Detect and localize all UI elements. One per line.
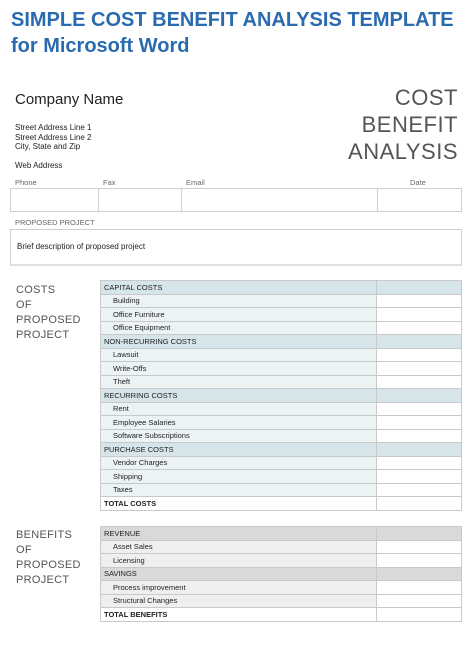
cost-row-label: TOTAL COSTS: [101, 497, 377, 511]
contact-fields-row: [10, 188, 462, 212]
benefits-table: [100, 526, 462, 622]
document-title: SIMPLE COST BENEFIT ANALYSIS TEMPLATE for Microsoft Word: [11, 9, 454, 57]
benefits-label-line-4: PROJECT: [16, 574, 70, 586]
cost-row-item: [101, 483, 462, 497]
cost-row-label: Employee Salaries: [101, 416, 377, 430]
cost-amount-cell[interactable]: [377, 443, 462, 457]
cost-row-item: [101, 402, 462, 416]
benefit-row-label: Structural Changes: [101, 594, 377, 608]
cost-row-item: [101, 429, 462, 443]
cost-row-head: [101, 389, 462, 403]
cost-amount-cell[interactable]: [377, 389, 462, 403]
cost-row-item: [101, 348, 462, 362]
benefit-row-label: Licensing: [101, 554, 377, 568]
costs-table: [100, 280, 462, 511]
phone-label: Phone: [15, 178, 37, 187]
cost-row-label: NON-RECURRING COSTS: [101, 335, 377, 349]
phone-field[interactable]: [11, 189, 99, 211]
benefit-row-label: Process improvement: [101, 581, 377, 595]
cost-amount-cell[interactable]: [377, 348, 462, 362]
company-name[interactable]: Company Name: [15, 91, 124, 108]
cost-row-head: [101, 443, 462, 457]
benefit-row-total: [101, 608, 462, 622]
date-label: Date: [410, 178, 426, 187]
cost-amount-cell[interactable]: [377, 294, 462, 308]
benefit-row-item: [101, 594, 462, 608]
cost-amount-cell[interactable]: [377, 416, 462, 430]
costs-label-line-3: PROPOSED: [16, 314, 81, 326]
benefit-amount-cell[interactable]: [377, 527, 462, 541]
cost-amount-cell[interactable]: [377, 321, 462, 335]
benefit-amount-cell[interactable]: [377, 608, 462, 622]
benefit-row-label: TOTAL BENEFITS: [101, 608, 377, 622]
cost-row-label: PURCHASE COSTS: [101, 443, 377, 457]
cost-row-item: [101, 362, 462, 376]
cost-row-label: Software Subscriptions: [101, 429, 377, 443]
benefits-label-line-1: BENEFITS: [16, 529, 73, 541]
big-title-line-3: ANALYSIS: [348, 139, 458, 164]
proposed-project-label: PROPOSED PROJECT: [15, 218, 95, 227]
date-field[interactable]: [378, 189, 461, 211]
big-title: [258, 84, 458, 165]
costs-section-label: [16, 283, 81, 343]
benefit-row-label: SAVINGS: [101, 567, 377, 581]
email-label: Email: [186, 178, 205, 187]
benefit-row-head: [101, 527, 462, 541]
cost-row-head: [101, 335, 462, 349]
email-field[interactable]: [182, 189, 378, 211]
cost-row-label: Rent: [101, 402, 377, 416]
cost-row-label: Write-Offs: [101, 362, 377, 376]
big-title-line-2: BENEFIT: [361, 112, 458, 137]
benefit-amount-cell[interactable]: [377, 540, 462, 554]
cost-row-item: [101, 470, 462, 484]
costs-label-line-2: OF: [16, 299, 32, 311]
address-line-3[interactable]: City, State and Zip: [15, 142, 81, 151]
costs-label-line-4: PROJECT: [16, 329, 70, 341]
costs-label-line-1: COSTS: [16, 284, 56, 296]
cost-row-label: Taxes: [101, 483, 377, 497]
cost-amount-cell[interactable]: [377, 308, 462, 322]
fax-label: Fax: [103, 178, 116, 187]
cost-row-label: Building: [101, 294, 377, 308]
cost-row-label: Lawsuit: [101, 348, 377, 362]
cost-row-item: [101, 294, 462, 308]
cost-amount-cell[interactable]: [377, 483, 462, 497]
benefit-row-item: [101, 554, 462, 568]
cost-row-label: Vendor Charges: [101, 456, 377, 470]
proposed-project-field[interactable]: Brief description of proposed project: [10, 229, 462, 266]
address-line-1[interactable]: Street Address Line 1: [15, 123, 92, 132]
benefits-label-line-2: OF: [16, 544, 32, 556]
cost-amount-cell[interactable]: [377, 402, 462, 416]
cost-row-label: Shipping: [101, 470, 377, 484]
benefit-row-item: [101, 581, 462, 595]
cost-row-item: [101, 321, 462, 335]
cost-row-item: [101, 416, 462, 430]
cost-amount-cell[interactable]: [377, 470, 462, 484]
cost-row-item: [101, 456, 462, 470]
cost-row-head: [101, 281, 462, 295]
cost-row-label: CAPITAL COSTS: [101, 281, 377, 295]
cost-row-label: RECURRING COSTS: [101, 389, 377, 403]
cost-amount-cell[interactable]: [377, 281, 462, 295]
web-address[interactable]: Web Address: [15, 161, 63, 170]
benefit-amount-cell[interactable]: [377, 594, 462, 608]
cost-row-label: Office Equipment: [101, 321, 377, 335]
benefit-amount-cell[interactable]: [377, 567, 462, 581]
cost-row-item: [101, 375, 462, 389]
cost-amount-cell[interactable]: [377, 456, 462, 470]
cost-amount-cell[interactable]: [377, 429, 462, 443]
benefit-amount-cell[interactable]: [377, 554, 462, 568]
cost-amount-cell[interactable]: [377, 497, 462, 511]
benefit-amount-cell[interactable]: [377, 581, 462, 595]
address-block: [15, 123, 92, 152]
address-line-2[interactable]: Street Address Line 2: [15, 132, 92, 142]
benefits-label-line-3: PROPOSED: [16, 559, 81, 571]
cost-row-label: Office Furniture: [101, 308, 377, 322]
benefit-row-label: REVENUE: [101, 527, 377, 541]
benefit-row-head: [101, 567, 462, 581]
cost-row-item: [101, 308, 462, 322]
cost-row-total: [101, 497, 462, 511]
benefits-section-label: [16, 528, 81, 588]
big-title-line-1: COST: [394, 85, 458, 110]
cost-amount-cell[interactable]: [377, 375, 462, 389]
cost-amount-cell[interactable]: [377, 335, 462, 349]
fax-field[interactable]: [99, 189, 182, 211]
cost-row-label: Theft: [101, 375, 377, 389]
benefit-row-label: Asset Sales: [101, 540, 377, 554]
benefit-row-item: [101, 540, 462, 554]
cost-amount-cell[interactable]: [377, 362, 462, 376]
